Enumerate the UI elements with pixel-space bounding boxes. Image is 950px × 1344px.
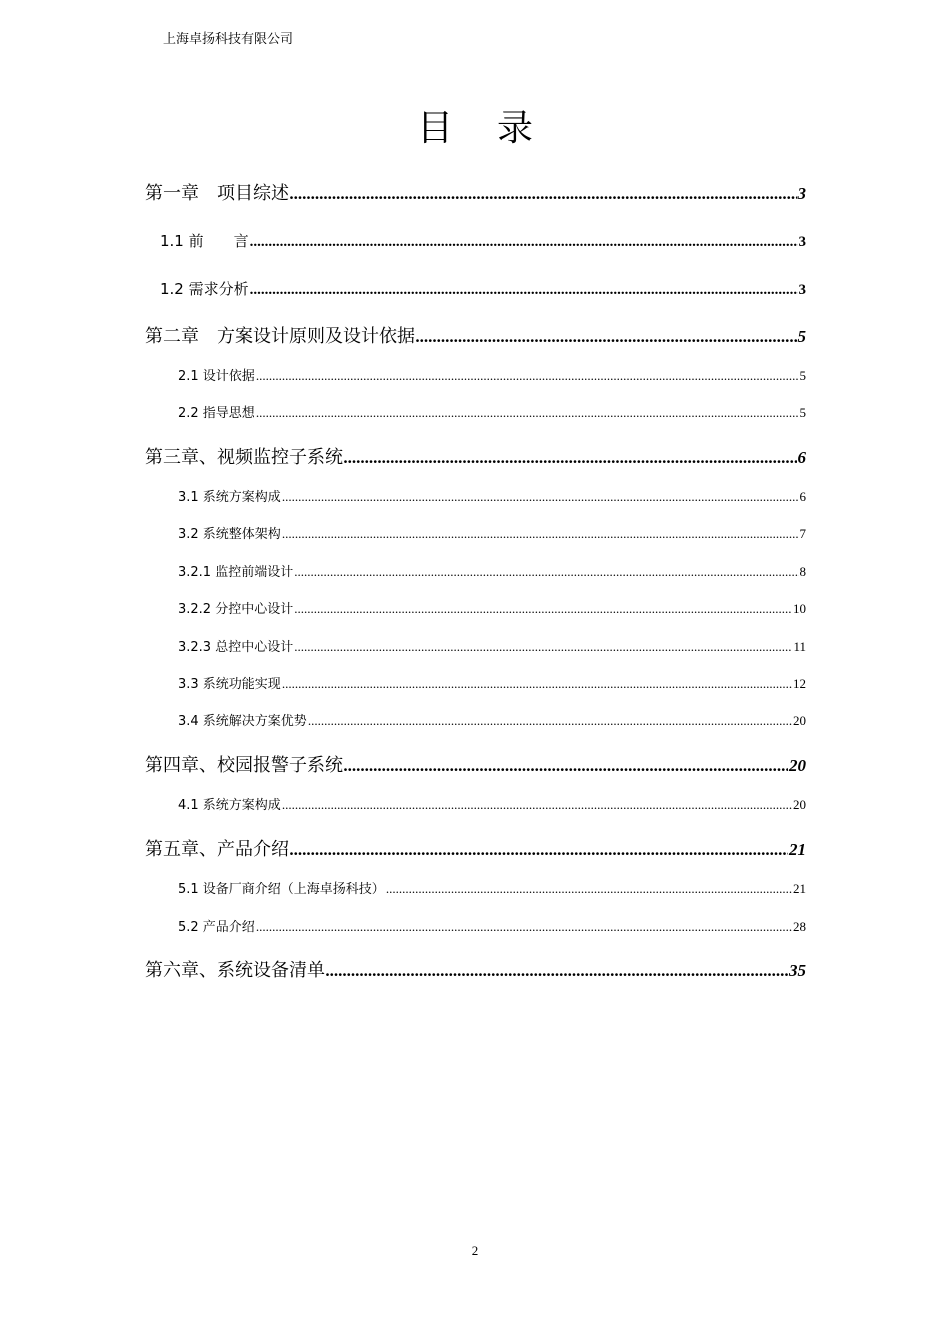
toc-entry-1-1[interactable] — [160, 230, 806, 251]
toc-entry-3-2-3[interactable] — [178, 636, 806, 655]
toc-entry-chapter-3[interactable] — [145, 443, 806, 469]
toc-entry-page: 11 — [793, 639, 806, 654]
toc-entry-label: 第一章 项目综述 — [145, 183, 289, 204]
toc-entry-chapter-6[interactable] — [145, 956, 806, 982]
toc-entry-2-2[interactable] — [178, 402, 806, 421]
toc-entry-page: 3 — [798, 282, 806, 298]
toc-leader-dots — [282, 797, 792, 813]
toc-leader-dots — [290, 184, 797, 204]
toc-entry-page: 5 — [799, 368, 806, 383]
toc-leader-dots — [326, 961, 788, 981]
toc-title: 目录 — [416, 108, 577, 149]
toc-leader-dots — [386, 881, 792, 897]
toc-entry-label: 1.1 前 言 — [160, 232, 249, 250]
toc-leader-dots — [290, 840, 788, 860]
toc-entry-page: 7 — [799, 526, 806, 541]
toc-leader-dots — [294, 601, 792, 617]
toc-leader-dots — [282, 526, 799, 542]
toc-entry-page: 3 — [797, 184, 806, 203]
toc-entry-label: 3.2 系统整体架构 — [178, 527, 281, 542]
toc-entry-label: 第二章 方案设计原则及设计依据 — [145, 326, 415, 347]
toc-entry-label: 5.2 产品介绍 — [178, 920, 255, 935]
toc-entry-page: 20 — [793, 713, 806, 728]
toc-entry-label: 1.2 需求分析 — [160, 280, 249, 298]
toc-leader-dots — [416, 327, 797, 347]
toc-leader-dots — [250, 234, 798, 251]
toc-entry-label: 3.2.1 监控前端设计 — [178, 565, 294, 580]
toc-entry-label: 2.2 指导思想 — [178, 406, 255, 421]
toc-entry-page: 5 — [797, 327, 806, 346]
toc-leader-dots — [294, 639, 792, 655]
toc-entry-page: 28 — [793, 919, 806, 934]
toc-entry-3-1[interactable] — [178, 486, 806, 505]
toc-entry-3-3[interactable] — [178, 673, 806, 692]
toc-entry-label: 3.4 系统解决方案优势 — [178, 714, 307, 729]
toc-entry-3-2-1[interactable] — [178, 561, 806, 580]
toc-entry-page: 10 — [793, 601, 806, 616]
toc-leader-dots — [308, 713, 792, 729]
toc-leader-dots — [282, 489, 799, 505]
toc-entry-page: 20 — [789, 756, 806, 775]
toc-leader-dots — [282, 676, 792, 692]
toc-entry-label: 2.1 设计依据 — [178, 369, 255, 384]
toc-entry-label: 第三章、视频监控子系统 — [145, 447, 343, 468]
toc-entry-2-1[interactable] — [178, 365, 806, 384]
toc-entry-page: 3 — [798, 234, 806, 250]
toc-entry-label: 第四章、校园报警子系统 — [145, 755, 343, 776]
toc-entry-page: 20 — [793, 797, 806, 812]
toc-entry-1-2[interactable] — [160, 278, 806, 299]
toc-entry-3-2[interactable] — [178, 523, 806, 542]
toc-entry-chapter-5[interactable] — [145, 835, 806, 861]
toc-entry-4-1[interactable] — [178, 794, 806, 813]
toc-entry-page: 6 — [799, 489, 806, 504]
toc-leader-dots — [344, 448, 797, 468]
toc-entry-page: 5 — [799, 405, 806, 420]
toc-entry-label: 3.1 系统方案构成 — [178, 490, 281, 505]
toc-leader-dots — [250, 282, 798, 299]
toc-entry-3-4[interactable] — [178, 710, 806, 729]
toc-entry-page: 35 — [789, 961, 806, 980]
toc-entry-label: 3.2.2 分控中心设计 — [178, 602, 294, 617]
page-number: 2 — [471, 1243, 479, 1258]
toc-entry-5-2[interactable] — [178, 916, 806, 935]
toc-leader-dots — [256, 919, 792, 935]
toc-entry-5-1[interactable] — [178, 878, 806, 897]
toc-entry-page: 21 — [789, 840, 806, 859]
toc-entry-label: 第六章、系统设备清单 — [145, 960, 325, 981]
toc-leader-dots — [344, 756, 788, 776]
toc-entry-label: 第五章、产品介绍 — [145, 839, 289, 860]
toc-entry-page: 6 — [797, 448, 806, 467]
toc-entry-chapter-4[interactable] — [145, 751, 806, 777]
toc-leader-dots — [256, 368, 799, 384]
toc-entry-3-2-2[interactable] — [178, 598, 806, 617]
toc-entry-label: 3.3 系统功能实现 — [178, 677, 281, 692]
page-header-company: 上海卓扬科技有限公司 — [163, 32, 294, 47]
toc-entry-page: 12 — [793, 676, 806, 691]
toc-entry-page: 8 — [799, 564, 806, 579]
toc-entry-chapter-2[interactable] — [145, 322, 806, 348]
toc-leader-dots — [294, 564, 798, 580]
toc-leader-dots — [256, 405, 799, 421]
toc-entry-chapter-1[interactable] — [145, 179, 806, 205]
toc-entry-label: 5.1 设备厂商介绍（上海卓扬科技） — [178, 882, 385, 897]
toc-entry-label: 3.2.3 总控中心设计 — [178, 640, 294, 655]
toc-entry-page: 21 — [793, 881, 806, 896]
toc-entry-label: 4.1 系统方案构成 — [178, 798, 281, 813]
